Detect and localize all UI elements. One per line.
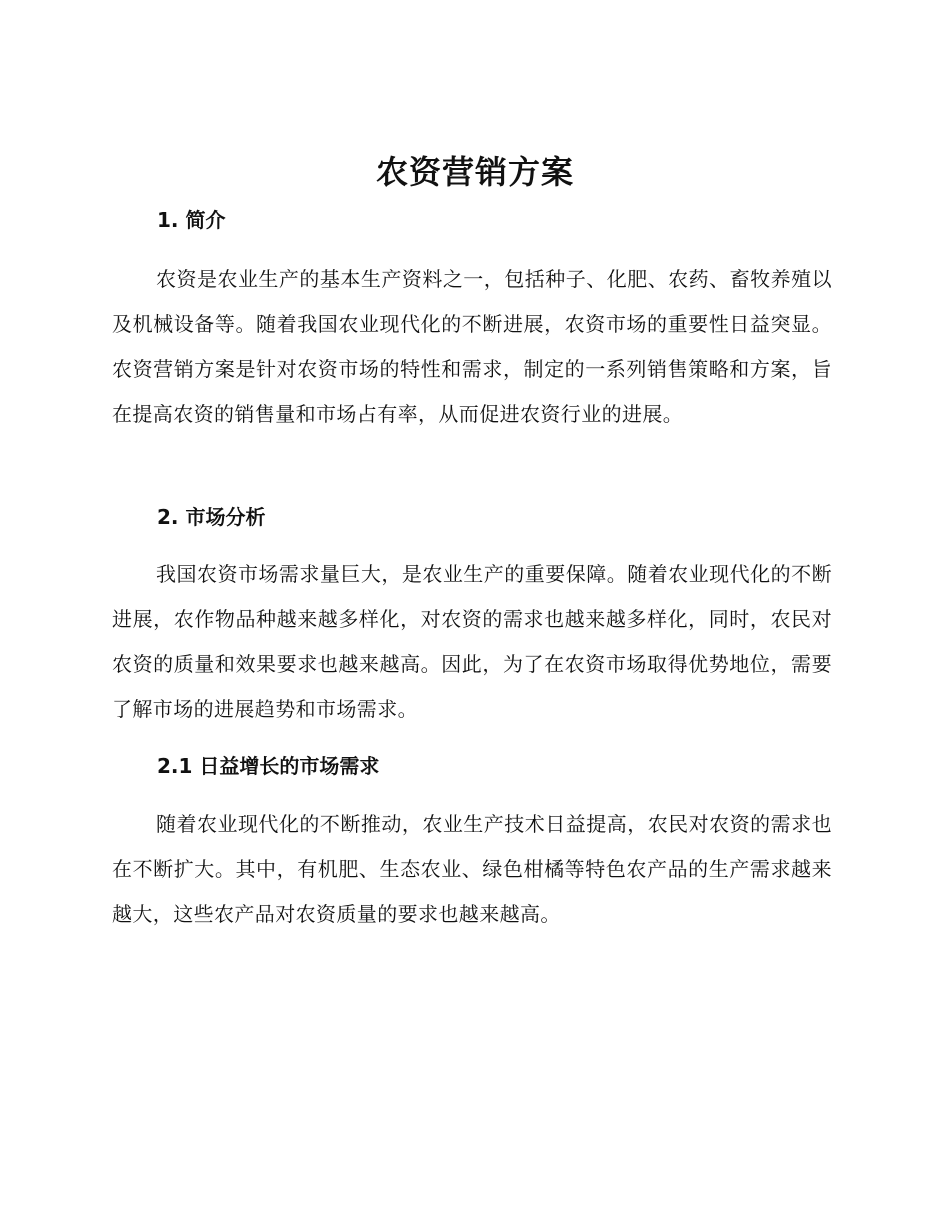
section-heading-growing-demand: 2.1 日益增长的市场需求 bbox=[157, 754, 380, 778]
section-paragraph-introduction: 农资是农业生产的基本生产资料之一，包括种子、化肥、农药、畜牧养殖以及机械设备等。随着我国农业现代化的不断进展，农资市场的重要性日益突显。农资营销方案是针对农资市场的特性和需求，制定的一系列销售策略和方案，旨在提高农资的销售量和市场占有率，从而促进农资行业的进展。 bbox=[112, 267, 832, 426]
section-heading-introduction: 1. 简介 bbox=[157, 208, 226, 232]
section-paragraph-market-analysis: 我国农资市场需求量巨大，是农业生产的重要保障。随着农业现代化的不断进展，农作物品种越来越多样化，对农资的需求也越来越多样化，同时，农民对农资的质量和效果要求也越来越高。因此，为了在农资市场取得优势地位，需要了解市场的进展趋势和市场需求。 bbox=[112, 562, 832, 721]
document-title: 农资营销方案 bbox=[375, 153, 574, 191]
section-paragraph-growing-demand: 随着农业现代化的不断推动，农业生产技术日益提高，农民对农资的需求也在不断扩大。其中，有机肥、生态农业、绿色柑橘等特色农产品的生产需求越来越大，这些农产品对农资质量的要求也越来越高。 bbox=[112, 812, 832, 926]
section-heading-market-analysis: 2. 市场分析 bbox=[157, 505, 266, 529]
